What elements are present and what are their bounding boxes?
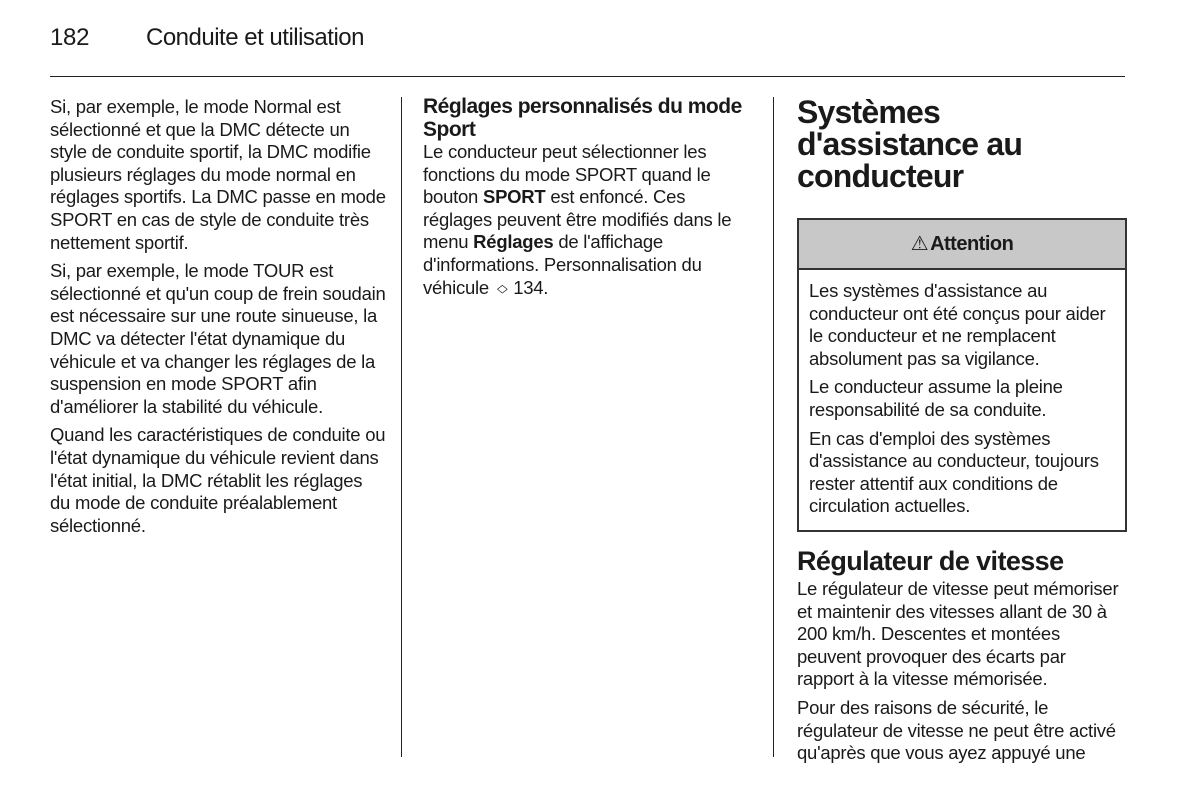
column-divider-2 (773, 97, 774, 757)
page-reference[interactable]: 134. (513, 276, 549, 298)
column-divider-1 (401, 97, 402, 757)
cruise-control-paragraph: Le régulateur de vitesse peut mémoriser et maintenir des vitesses allant de 30 à 200 km/h. Descentes et montées peuvent provoquer des écarts par rapport à la vitesse mémorisée. (797, 577, 1119, 690)
page-number: 182 (50, 24, 90, 51)
warning-header (799, 220, 1125, 270)
paragraph-tour-mode: Si, par exemple, le mode TOUR est sélectionné et qu'un coup de frein soudain est nécessaire sur une route sinueuse, la DMC va détecter l'état dynamique du véhicule et va changer les réglages de la suspension en mode SPORT afin d'améliorer la stabilité du véhicule. (50, 260, 386, 417)
text-segment: de l'affichage d'informations. Personnalisation du véhicule (423, 231, 702, 298)
warning-box (797, 218, 1127, 532)
warning-title: Attention (930, 232, 1014, 255)
sport-settings-paragraph (423, 141, 759, 300)
header-rule (50, 76, 1125, 77)
text-segment: est enfoncé. Ces réglages peuvent être modifiés dans le menu (423, 186, 732, 253)
section-main-heading: Systèmes d'assistance au conducteur (797, 94, 1023, 194)
cruise-control-heading: Régulateur de vitesse (797, 545, 1064, 576)
column-2 (423, 96, 759, 306)
warning-paragraph: Le conducteur assume la pleine responsabilité de sa conduite. (809, 376, 1063, 420)
sport-keyword: SPORT (482, 186, 546, 208)
chapter-title: Conduite et utilisation (146, 24, 364, 51)
page-header (50, 24, 364, 58)
column-1 (50, 96, 386, 543)
warning-paragraph: Les systèmes d'assistance au conducteur ont été conçus pour aider le conducteur et ne remplacent absolument pas sa vigilance. (809, 280, 1106, 369)
cruise-control-paragraph: Pour des raisons de sécurité, le régulateur de vitesse ne peut être activé qu'après que vous ayez appuyé une (797, 696, 1116, 764)
warning-paragraph: En cas d'emploi des systèmes d'assistance au conducteur, toujours rester attentif aux conditions de circulation actuelles. (809, 427, 1099, 517)
column-3 (797, 96, 1127, 771)
text-segment: Le conducteur peut sélectionner les fonctions du mode SPORT quand le bouton (423, 141, 711, 208)
paragraph-normal-mode: Si, par exemple, le mode Normal est sélectionné et que la DMC détecte un style de conduite sportif, la DMC modifie plusieurs réglages du mode normal en réglages sportifs. La DMC passe en mode SPORT en cas de style de conduite très nettement sportif. (50, 96, 386, 253)
settings-menu-keyword: Réglages (473, 231, 554, 253)
sport-settings-heading: Réglages personnalisés du mode Sport (423, 95, 742, 141)
warning-body (799, 270, 1125, 530)
warning-triangle-icon: ⚠ (910, 232, 929, 255)
paragraph-reset: Quand les caractéristiques de conduite ou l'état dynamique du véhicule revient dans l'état initial, la DMC rétablit les réglages du mode de conduite préalablement sélectionné. (50, 424, 386, 536)
page-reference-arrow-icon: ◇ (492, 284, 509, 294)
